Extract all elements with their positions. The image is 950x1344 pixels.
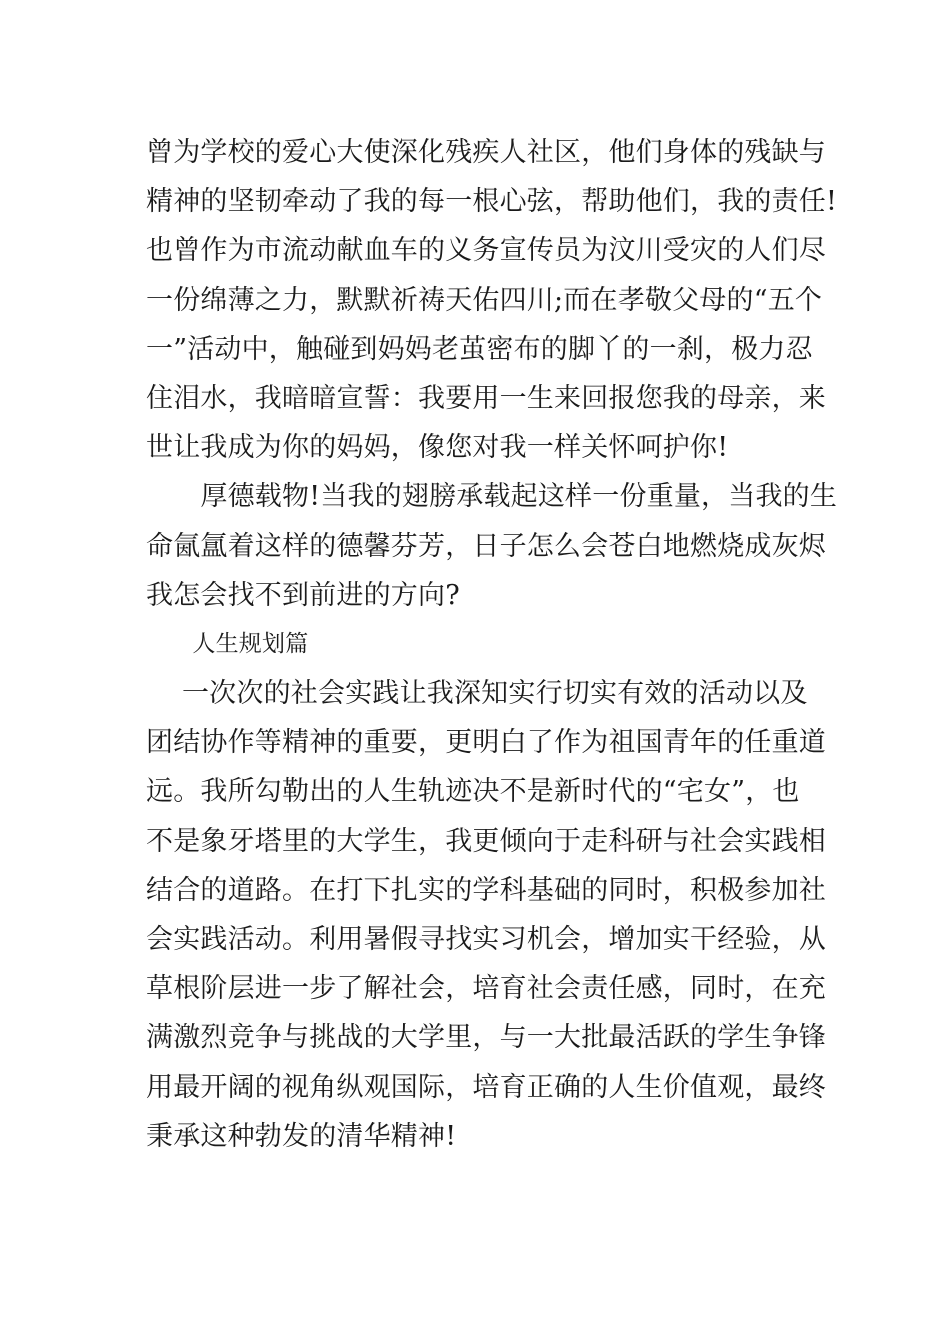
document-body bbox=[146, 128, 838, 1161]
text-line: 世让我成为你的妈妈，像您对我一样关怀呵护你! bbox=[146, 432, 729, 464]
section-heading: 人生规划篇 bbox=[146, 630, 309, 657]
text-line: 团结协作等精神的重要，更明白了作为祖国青年的任重道 bbox=[146, 727, 826, 759]
text-line: 用最开阔的视角纵观国际，培育正确的人生价值观，最终 bbox=[146, 1071, 826, 1103]
text-line: 精神的坚韧牵动了我的每一根心弦，帮助他们，我的责任! bbox=[146, 186, 838, 218]
text-line: 一份绵薄之力，默默祈祷天佑四川;而在孝敬父母的“五个 bbox=[146, 284, 823, 316]
text-line: 远。我所勾勒出的人生轨迹决不是新时代的“宅女”，也 bbox=[146, 776, 800, 808]
text-line: 住泪水，我暗暗宣誓：我要用一生来回报您我的母亲，来 bbox=[146, 382, 826, 414]
text-line: 会实践活动。利用暑假寻找实习机会，增加实干经验，从 bbox=[146, 924, 826, 955]
text-line: 满激烈竞争与挑战的大学里，与一大批最活跃的学生争锋 bbox=[146, 1022, 826, 1054]
text-line: 我怎会找不到前进的方向? bbox=[146, 579, 460, 611]
text-line: 不是象牙塔里的大学生，我更倾向于走科研与社会实践相 bbox=[146, 825, 826, 857]
text-line: 厚德载物!当我的翅膀承载起这样一份重量，当我的生 bbox=[146, 481, 838, 513]
text-line: 曾为学校的爱心大使深化残疾人社区，他们身体的残缺与 bbox=[146, 137, 826, 168]
text-line: 秉承这种勃发的清华精神! bbox=[146, 1120, 457, 1152]
text-line: 草根阶层进一步了解社会，培育社会责任感，同时，在充 bbox=[146, 973, 826, 1005]
text-line: 命氤氲着这样的德馨芬芳，日子怎么会苍白地燃烧成灰烬 bbox=[146, 530, 826, 562]
text-line: 一次次的社会实践让我深知实行切实有效的活动以及 bbox=[146, 678, 808, 710]
text-line: 结合的道路。在打下扎实的学科基础的同时，积极参加社 bbox=[146, 874, 826, 906]
text-line: 也曾作为市流动献血车的义务宣传员为汶川受灾的人们尽 bbox=[146, 235, 826, 267]
text-line: 一”活动中，触碰到妈妈老茧密布的脚丫的一刹，极力忍 bbox=[146, 333, 813, 365]
